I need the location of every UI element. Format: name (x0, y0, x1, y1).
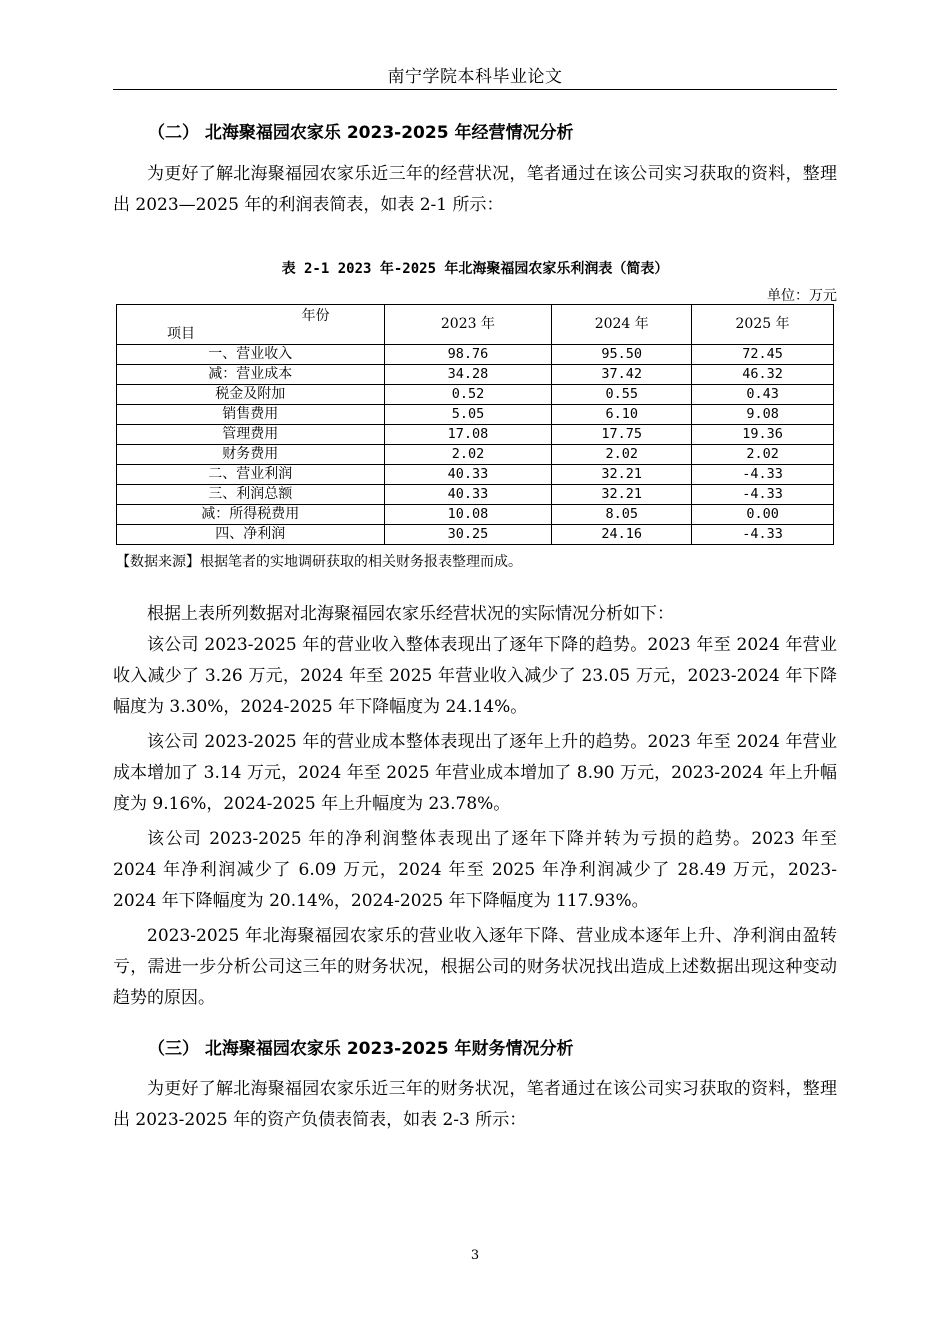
table-row (117, 485, 834, 505)
column-header: 2025 年 (692, 305, 834, 345)
table-row (117, 525, 834, 545)
table-source-note: 【数据来源】根据笔者的实地调研获取的相关财务报表整理而成。 (116, 554, 522, 570)
table-cell: 40.33 (384, 485, 552, 505)
table-row (117, 445, 834, 465)
income-statement-table (116, 304, 834, 545)
table-cell: 34.28 (384, 365, 552, 385)
section3-intro-paragraph: 为更好了解北海聚福园农家乐近三年的财务状况，笔者通过在该公司实习获取的资料，整理出 2023-2025 年的资产负债表简表，如表 2-3 所示： (113, 1079, 837, 1130)
table-cell: -4.33 (692, 465, 834, 485)
analysis-paragraph: 该公司 2023-2025 年的营业收入整体表现出了逐年下降的趋势。2023 年至 2024 年营业收入减少了 3.26 万元，2024 年至 2025 年营业收入减少了 23.05 万元，2023-2024 年下降幅度为 3.30%，2024-2025 年下降幅度为 24.14%。 (113, 635, 837, 717)
table-caption: 表 2-1 2023 年-2025 年北海聚福园农家乐利润表（简表） (281, 261, 669, 277)
section-heading-2: （二） 北海聚福园农家乐 2023-2025 年经营情况分析 (148, 123, 574, 143)
page-number: 3 (470, 1248, 480, 1263)
table-cell: 2.02 (384, 445, 552, 465)
table-cell: 0.55 (552, 385, 692, 405)
row-item-label: 销售费用 (117, 405, 385, 425)
table-cell: 17.08 (384, 425, 552, 445)
row-item-label: 一、营业收入 (117, 345, 385, 365)
header-rule (113, 89, 837, 90)
table-cell: 2.02 (692, 445, 834, 465)
row-item-label: 税金及附加 (117, 385, 385, 405)
table-row (117, 465, 834, 485)
table-cell: 19.36 (692, 425, 834, 445)
section-heading-3: （三） 北海聚福园农家乐 2023-2025 年财务情况分析 (148, 1039, 574, 1059)
table-row (117, 385, 834, 405)
table-cell: 46.32 (692, 365, 834, 385)
row-item-label: 三、利润总额 (117, 485, 385, 505)
table-row (117, 405, 834, 425)
row-item-label: 管理费用 (117, 425, 385, 445)
analysis-paragraph: 根据上表所列数据对北海聚福园农家乐经营状况的实际情况分析如下： (147, 604, 674, 624)
table-cell: 6.10 (552, 405, 692, 425)
table-cell: 8.05 (552, 505, 692, 525)
corner-year-label: 年份 (301, 308, 330, 324)
table-row (117, 365, 834, 385)
table-cell: 2.02 (552, 445, 692, 465)
row-item-label: 减：营业成本 (117, 365, 385, 385)
table-cell: 0.43 (692, 385, 834, 405)
column-header: 2024 年 (552, 305, 692, 345)
table-cell: 98.76 (384, 345, 552, 365)
table-cell: 40.33 (384, 465, 552, 485)
row-item-label: 二、营业利润 (117, 465, 385, 485)
section2-intro-paragraph: 为更好了解北海聚福园农家乐近三年的经营状况，笔者通过在该公司实习获取的资料，整理出 2023—2025 年的利润表简表，如表 2-1 所示： (113, 164, 837, 215)
row-item-label: 四、净利润 (117, 525, 385, 545)
corner-item-label: 项目 (167, 326, 195, 342)
table-cell: 30.25 (384, 525, 552, 545)
table-cell: 72.45 (692, 345, 834, 365)
column-header: 2023 年 (384, 305, 552, 345)
table-cell: 32.21 (552, 485, 692, 505)
table-row (117, 345, 834, 365)
table-header-row (117, 305, 834, 345)
analysis-paragraph: 该公司 2023-2025 年的营业成本整体表现出了逐年上升的趋势。2023 年至 2024 年营业成本增加了 3.14 万元，2024 年至 2025 年营业成本增加了 8.90 万元，2023-2024 年上升幅度为 9.16%，2024-2025 年上升幅度为 23.78%。 (113, 732, 837, 814)
table-cell: 37.42 (552, 365, 692, 385)
table-row (117, 425, 834, 445)
table-corner-cell (117, 305, 385, 345)
table-unit: 单位：万元 (767, 288, 837, 304)
analysis-paragraph: 2023-2025 年北海聚福园农家乐的营业收入逐年下降、营业成本逐年上升、净利润由盈转亏，需进一步分析公司这三年的财务状况，根据公司的财务状况找出造成上述数据出现这种变动趋势的原因。 (113, 926, 837, 1008)
table-cell: 95.50 (552, 345, 692, 365)
table-cell: 0.00 (692, 505, 834, 525)
row-item-label: 财务费用 (117, 445, 385, 465)
table-cell: -4.33 (692, 525, 834, 545)
row-item-label: 减：所得税费用 (117, 505, 385, 525)
table-cell: 0.52 (384, 385, 552, 405)
table-cell: 32.21 (552, 465, 692, 485)
table-cell: 5.05 (384, 405, 552, 425)
table-cell: 17.75 (552, 425, 692, 445)
table-cell: 10.08 (384, 505, 552, 525)
table-cell: -4.33 (692, 485, 834, 505)
analysis-paragraph: 该公司 2023-2025 年的净利润整体表现出了逐年下降并转为亏损的趋势。2023 年至 2024 年净利润减少了 6.09 万元，2024 年至 2025 年净利润减少了 28.49 万元，2023-2024 年下降幅度为 20.14%，2024-2025 年下降幅度为 117.93%。 (113, 829, 837, 911)
page-header: 南宁学院本科毕业论文 (387, 67, 563, 87)
table-cell: 9.08 (692, 405, 834, 425)
table-row (117, 505, 834, 525)
table-cell: 24.16 (552, 525, 692, 545)
